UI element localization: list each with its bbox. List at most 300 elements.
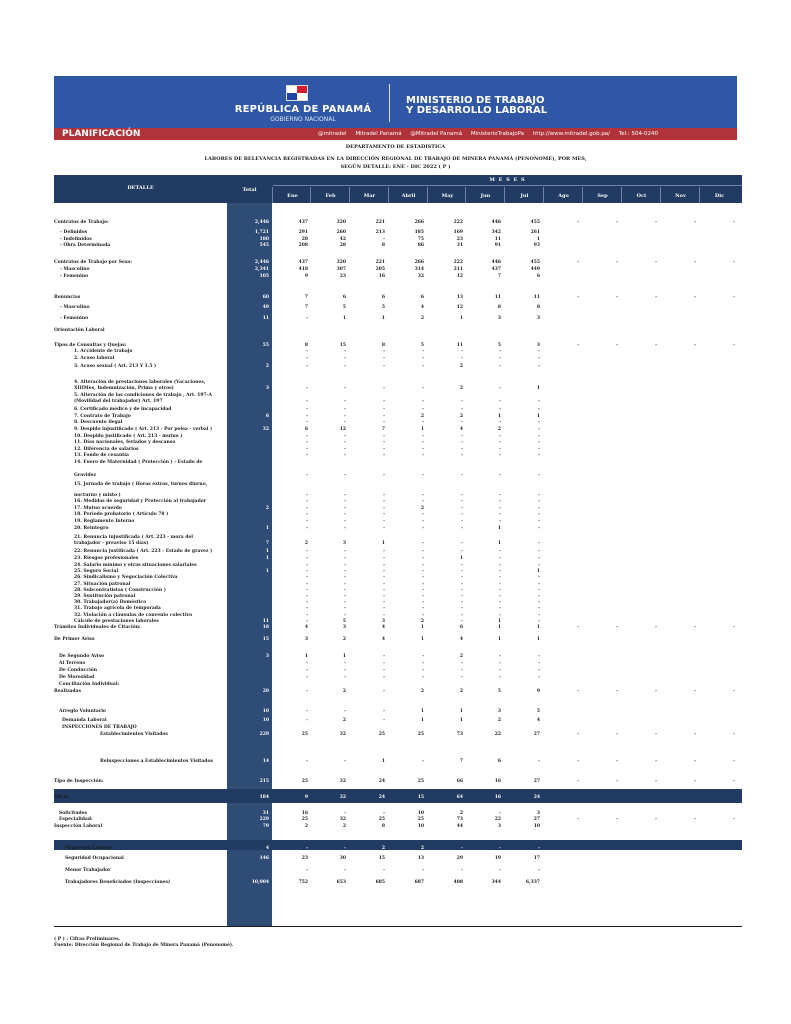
ministry-title-line2: Y DESARROLLO LABORAL <box>406 105 548 116</box>
row-cell: 11 <box>456 343 463 348</box>
row-total: 4 <box>265 846 269 851</box>
row-label: Inspección Laboral <box>54 824 103 829</box>
row-cell: - <box>538 846 540 851</box>
row-cell: 260 <box>336 230 346 235</box>
row-cell: - <box>655 689 657 694</box>
row-cell: - <box>344 759 346 764</box>
row-cell: 1 <box>342 316 346 321</box>
row-cell: 2 <box>497 427 501 432</box>
row-cell: - <box>306 588 308 593</box>
row-cell: - <box>383 440 385 445</box>
row-cell: - <box>694 220 696 225</box>
row-cell: 10 <box>417 824 424 829</box>
row-cell: - <box>306 499 308 504</box>
row-cell: - <box>306 386 308 391</box>
row-label: Demanda Laboral <box>62 718 107 723</box>
row-cell: 3 <box>381 619 385 624</box>
row-cell: - <box>577 295 579 300</box>
row-cell: - <box>344 582 346 587</box>
row-cell: 42 <box>339 237 346 242</box>
republic-title: REPÚBLICA DE PANAMÁ <box>234 104 372 115</box>
row-label: - Masculino <box>60 267 90 272</box>
row-cell: - <box>344 575 346 580</box>
row-cell: 2 <box>420 846 424 851</box>
row-cell: 32 <box>339 732 346 737</box>
row-cell: - <box>344 606 346 611</box>
row-cell: 93 <box>533 243 540 248</box>
row-cell: 1 <box>536 625 540 630</box>
row-label: De Conducción <box>59 668 98 673</box>
row-label: - Femenino <box>60 316 89 321</box>
header-month-jun: Jun <box>480 193 491 199</box>
row-cell: - <box>344 613 346 618</box>
row-cell: - <box>499 512 501 517</box>
row-cell: 1 <box>459 709 463 714</box>
government-subtitle: GOBIERNO NACIONAL <box>270 116 336 123</box>
row-cell: 25 <box>301 732 308 737</box>
row-cell: 91 <box>494 243 501 248</box>
row-cell: - <box>499 420 501 425</box>
row-cell: - <box>422 526 424 531</box>
row-total: 10 <box>262 718 269 723</box>
row-cell: 9 <box>304 795 308 800</box>
row-label: - Indefinidos <box>60 237 92 242</box>
row-label: Menor Trabajador <box>65 868 111 873</box>
row-cell: 6 <box>304 427 308 432</box>
row-label: Contratos de Trabajo: <box>54 220 109 225</box>
row-cell: 261 <box>530 230 540 235</box>
row-cell: - <box>344 563 346 568</box>
row-total: 2 <box>265 364 269 369</box>
facebook-handle[interactable]: Mitradel Panamá <box>355 131 402 137</box>
row-label: XIIIMes, Indemnización, Prima y otros) <box>74 386 174 391</box>
row-cell: - <box>306 399 308 404</box>
row-label: Tipos de Consultas y Quejas: <box>54 343 127 348</box>
row-cell: - <box>383 506 385 511</box>
row-cell: - <box>383 399 385 404</box>
row-cell: - <box>538 427 540 432</box>
row-total: 10,004 <box>251 880 269 885</box>
row-cell: - <box>538 661 540 666</box>
row-cell: - <box>694 817 696 822</box>
row-cell: 75 <box>417 237 424 242</box>
row-cell: - <box>538 453 540 458</box>
row-cell: - <box>306 582 308 587</box>
row-cell: - <box>499 588 501 593</box>
row-cell: - <box>306 473 308 478</box>
row-cell: 687 <box>414 880 424 885</box>
row-cell: 32 <box>339 817 346 822</box>
row-cell: 4 <box>420 305 424 310</box>
row-cell: - <box>538 549 540 554</box>
row-cell: 4 <box>381 637 385 642</box>
row-cell: - <box>422 668 424 673</box>
row-cell: - <box>538 493 540 498</box>
row-cell: - <box>344 414 346 419</box>
row-cell: - <box>422 541 424 546</box>
row-cell: 22 <box>494 732 501 737</box>
row-cell: 5 <box>497 689 501 694</box>
row-label: 27. Situación patronal <box>74 582 131 587</box>
row-cell: - <box>655 260 657 265</box>
row-cell: 222 <box>453 260 463 265</box>
row-cell: 2 <box>342 637 346 642</box>
row-cell: 32 <box>339 795 346 800</box>
row-label: 3. Acoso sexual ( Art. 213 Y 1.5 ) <box>74 364 157 369</box>
row-cell: 4 <box>304 625 308 630</box>
row-label: Migración Laboral <box>65 846 112 851</box>
row-cell: - <box>499 499 501 504</box>
row-cell: - <box>344 668 346 673</box>
row-cell: - <box>655 343 657 348</box>
row-cell: - <box>306 569 308 574</box>
row-cell: - <box>344 519 346 524</box>
instagram-handle[interactable]: @Mitradel Panamá <box>410 131 463 137</box>
row-cell: - <box>499 563 501 568</box>
row-total: 229 <box>259 732 269 737</box>
row-cell: - <box>499 594 501 599</box>
row-label: De Segundo Aviso <box>59 654 105 659</box>
row-cell: 653 <box>336 880 346 885</box>
row-label: (Movilidad del trabajador) Art. 197 <box>74 399 163 404</box>
row-cell: 1 <box>342 654 346 659</box>
row-cell: - <box>538 563 540 568</box>
row-cell: - <box>499 556 501 561</box>
header-month-jul: Jul <box>520 193 529 199</box>
row-cell: - <box>383 453 385 458</box>
row-cell: 24 <box>378 795 385 800</box>
row-label: Solicitudes <box>59 811 88 816</box>
row-cell: - <box>538 440 540 445</box>
row-cell: 12 <box>339 427 346 432</box>
row-cell: 23 <box>456 237 463 242</box>
row-cell: 25 <box>378 732 385 737</box>
report-title: LABORES DE RELEVANCIA REGISTRADAS EN LA DIRECCIÓN REGIONAL DE TRABAJO DE MINERA PANAMÁ (PENONOMÉ), POR MES, <box>204 156 587 162</box>
row-cell: 2 <box>342 689 346 694</box>
row-cell: 12 <box>456 274 463 279</box>
row-cell: 4 <box>381 625 385 630</box>
row-cell: - <box>306 493 308 498</box>
row-label: 12. Diferencia de salarios <box>74 447 139 452</box>
row-cell: - <box>344 661 346 666</box>
row-cell: 15 <box>417 795 424 800</box>
row-cell: - <box>306 420 308 425</box>
row-cell: 1 <box>497 526 501 531</box>
row-cell: 23 <box>339 274 346 279</box>
row-cell: - <box>344 440 346 445</box>
header-month-dic: Dic <box>714 193 725 199</box>
row-cell: 23 <box>301 856 308 861</box>
row-cell: - <box>616 759 618 764</box>
row-cell: 25 <box>301 779 308 784</box>
row-label: 5. Alteración de las condiciones de trabajo , Art. 197-A <box>74 393 212 398</box>
row-cell: - <box>422 600 424 605</box>
row-cell: - <box>538 759 540 764</box>
row-label: - Masculino <box>60 305 90 310</box>
row-cell: - <box>499 654 501 659</box>
row-label: Trabajadores Beneficiados (Inspecciones) <box>65 880 171 885</box>
row-label: Arreglo Voluntario <box>59 709 106 714</box>
row-cell: 30 <box>339 856 346 861</box>
row-cell: - <box>616 625 618 630</box>
row-cell: - <box>499 675 501 680</box>
row-cell: - <box>538 407 540 412</box>
row-label: 28. Subcontratistas ( Construcción ) <box>74 588 166 593</box>
row-cell: - <box>306 407 308 412</box>
row-cell: - <box>538 654 540 659</box>
row-cell: - <box>383 364 385 369</box>
row-cell: - <box>422 594 424 599</box>
header-separator <box>621 187 622 203</box>
row-cell: - <box>422 440 424 445</box>
row-cell: - <box>461 613 463 618</box>
row-cell: - <box>344 453 346 458</box>
row-cell: - <box>538 399 540 404</box>
row-label: 19. Reglamento Interno <box>74 519 135 524</box>
row-cell: 13 <box>417 856 424 861</box>
report-subtitle: SEGÚN DETALLE: ENE - DIC 2022 ( P ) <box>340 164 451 170</box>
row-cell: - <box>306 868 308 873</box>
row-cell: 6 <box>459 625 463 630</box>
row-cell: 73 <box>456 732 463 737</box>
row-cell: - <box>461 399 463 404</box>
row-label: 17. Mutuo acuerdo <box>74 506 122 511</box>
row-cell: - <box>422 759 424 764</box>
row-cell: - <box>616 260 618 265</box>
row-cell: - <box>422 493 424 498</box>
row-total: 18 <box>262 625 269 630</box>
highlight-band <box>54 789 742 803</box>
row-cell: 320 <box>336 220 346 225</box>
row-cell: 1 <box>459 316 463 321</box>
row-cell: - <box>306 709 308 714</box>
row-cell: - <box>422 499 424 504</box>
row-cell: - <box>306 606 308 611</box>
row-total: 2,446 <box>254 260 269 265</box>
row-cell: - <box>383 512 385 517</box>
row-cell: - <box>306 356 308 361</box>
header-month-ene: Ene <box>287 193 298 199</box>
row-total: 6 <box>265 414 269 419</box>
row-label: INSPECCIONES DE TRABAJO <box>62 725 137 730</box>
row-cell: - <box>499 868 501 873</box>
row-cell: - <box>655 817 657 822</box>
row-cell: 9 <box>536 689 540 694</box>
row-cell: 320 <box>336 260 346 265</box>
twitter-handle[interactable]: @mitradel <box>318 131 347 137</box>
row-cell: - <box>461 661 463 666</box>
panama-flag-icon <box>286 85 308 101</box>
row-cell: - <box>538 473 540 478</box>
row-cell: - <box>616 220 618 225</box>
header-separator <box>349 187 350 203</box>
row-cell: 2 <box>459 386 463 391</box>
header-separator <box>427 187 428 203</box>
row-cell: 1 <box>381 316 385 321</box>
row-label: - Femenino <box>60 274 89 279</box>
row-cell: - <box>694 260 696 265</box>
row-label: Orientación Laboral <box>54 328 105 333</box>
row-cell: - <box>344 364 346 369</box>
row-total: 11 <box>262 316 269 321</box>
row-total: 20 <box>262 689 269 694</box>
row-label: Seguridad Ocupacional <box>65 856 124 861</box>
row-cell: - <box>383 668 385 673</box>
row-cell: 17 <box>533 856 540 861</box>
header-separator <box>582 187 583 203</box>
row-total: 3 <box>265 386 269 391</box>
row-cell: 449 <box>530 267 540 272</box>
row-cell: - <box>538 619 540 624</box>
row-cell: 3 <box>536 316 540 321</box>
row-cell: 5 <box>381 305 385 310</box>
row-cell: - <box>344 512 346 517</box>
row-cell: 10 <box>417 811 424 816</box>
row-label: 32. Violación a cláusulas de convenio colectivo <box>74 613 193 618</box>
row-cell: - <box>306 512 308 517</box>
row-cell: - <box>577 817 579 822</box>
row-cell: - <box>344 811 346 816</box>
row-cell: - <box>344 569 346 574</box>
row-total: 49 <box>262 305 269 310</box>
row-cell: - <box>461 407 463 412</box>
row-cell: - <box>422 606 424 611</box>
row-total: 3 <box>265 654 269 659</box>
row-cell: 8 <box>381 824 385 829</box>
row-cell: 25 <box>417 779 424 784</box>
row-total: 60 <box>262 295 269 300</box>
row-cell: - <box>461 493 463 498</box>
row-cell: - <box>733 779 735 784</box>
row-cell: - <box>306 414 308 419</box>
row-cell: - <box>344 447 346 452</box>
row-cell: 4 <box>459 637 463 642</box>
row-label: Trámites Individuales de Citación: <box>54 625 141 630</box>
row-cell: 2 <box>381 846 385 851</box>
row-cell: 1 <box>420 637 424 642</box>
row-total: 2,341 <box>254 267 269 272</box>
row-cell: - <box>499 453 501 458</box>
row-cell: 307 <box>336 267 346 272</box>
row-cell: - <box>383 661 385 666</box>
row-cell: - <box>306 600 308 605</box>
row-cell: 6 <box>342 295 346 300</box>
header-separator <box>310 187 311 203</box>
row-cell: 5 <box>342 619 346 624</box>
row-cell: 208 <box>298 243 308 248</box>
row-cell: - <box>306 718 308 723</box>
row-cell: - <box>461 606 463 611</box>
row-cell: 1 <box>459 556 463 561</box>
row-cell: - <box>499 440 501 445</box>
row-cell: 5 <box>497 343 501 348</box>
row-cell: 25 <box>417 817 424 822</box>
row-cell: - <box>383 569 385 574</box>
row-cell: 408 <box>453 880 463 885</box>
row-label: Tipo de Inspección: <box>54 779 104 784</box>
row-cell: - <box>344 356 346 361</box>
row-label: Contratos de Trabajo por Sexo: <box>54 260 133 265</box>
row-cell: - <box>461 588 463 593</box>
row-total: 1 <box>265 556 269 561</box>
row-cell: - <box>461 569 463 574</box>
row-label: 9. Despido injustificado ( Art. 213 - Por pelea - verbal ) <box>74 427 213 432</box>
row-cell: 185 <box>414 230 424 235</box>
row-label: 7. Contrato de Trabajo <box>74 414 131 419</box>
row-cell: - <box>422 549 424 554</box>
row-cell: 1 <box>304 654 308 659</box>
phone-number: Tel.: 504-0240 <box>618 131 658 137</box>
row-total: 14 <box>262 759 269 764</box>
row-cell: - <box>499 811 501 816</box>
row-cell: 13 <box>456 295 463 300</box>
row-cell: - <box>538 868 540 873</box>
row-label: Cálculo de prestaciones laborales <box>74 619 159 624</box>
row-total: 7 <box>265 541 269 546</box>
row-cell: - <box>461 868 463 873</box>
row-total: 10 <box>262 709 269 714</box>
row-cell: 455 <box>530 260 540 265</box>
row-cell: - <box>306 689 308 694</box>
row-cell: 1 <box>497 619 501 624</box>
row-cell: - <box>616 817 618 822</box>
row-cell: - <box>655 759 657 764</box>
row-cell: 3 <box>497 316 501 321</box>
row-cell: - <box>383 811 385 816</box>
row-cell: - <box>306 506 308 511</box>
row-label: Gravidez <box>74 473 97 478</box>
row-label: 2. Acoso laboral <box>74 356 115 361</box>
row-cell: - <box>383 563 385 568</box>
row-label: 11. Días nacionales, feriados y descanso <box>74 440 176 445</box>
row-cell: - <box>344 386 346 391</box>
row-cell: 1 <box>381 541 385 546</box>
row-cell: - <box>422 588 424 593</box>
row-cell: 437 <box>491 267 501 272</box>
row-cell: - <box>655 295 657 300</box>
row-cell: 1 <box>420 709 424 714</box>
row-cell: - <box>383 709 385 714</box>
row-cell: 25 <box>301 817 308 822</box>
youtube-handle[interactable]: MinisterioTrabajoPa <box>470 131 525 137</box>
row-cell: - <box>383 606 385 611</box>
row-cell: - <box>306 661 308 666</box>
row-cell: 2 <box>420 316 424 321</box>
row-label: Al Terreno <box>59 661 86 666</box>
row-cell: 16 <box>494 795 501 800</box>
planning-label: PLANIFICACIÓN <box>62 129 141 139</box>
row-cell: 31 <box>456 243 463 248</box>
website-link[interactable]: http://www.mitradel.gob.pa/ <box>532 131 611 137</box>
row-cell: 3 <box>304 637 308 642</box>
row-cell: - <box>422 407 424 412</box>
row-cell: - <box>422 582 424 587</box>
row-cell: 6 <box>381 295 385 300</box>
row-cell: 1 <box>459 718 463 723</box>
row-cell: - <box>538 556 540 561</box>
row-cell: 1 <box>420 625 424 630</box>
row-cell: 12 <box>456 305 463 310</box>
row-cell: - <box>499 386 501 391</box>
row-cell: - <box>461 549 463 554</box>
row-cell: - <box>383 689 385 694</box>
social-links <box>318 131 665 137</box>
row-cell: 2 <box>304 541 308 546</box>
row-cell: 2 <box>459 811 463 816</box>
row-cell: - <box>461 356 463 361</box>
row-cell: - <box>344 506 346 511</box>
row-cell: 27 <box>533 779 540 784</box>
